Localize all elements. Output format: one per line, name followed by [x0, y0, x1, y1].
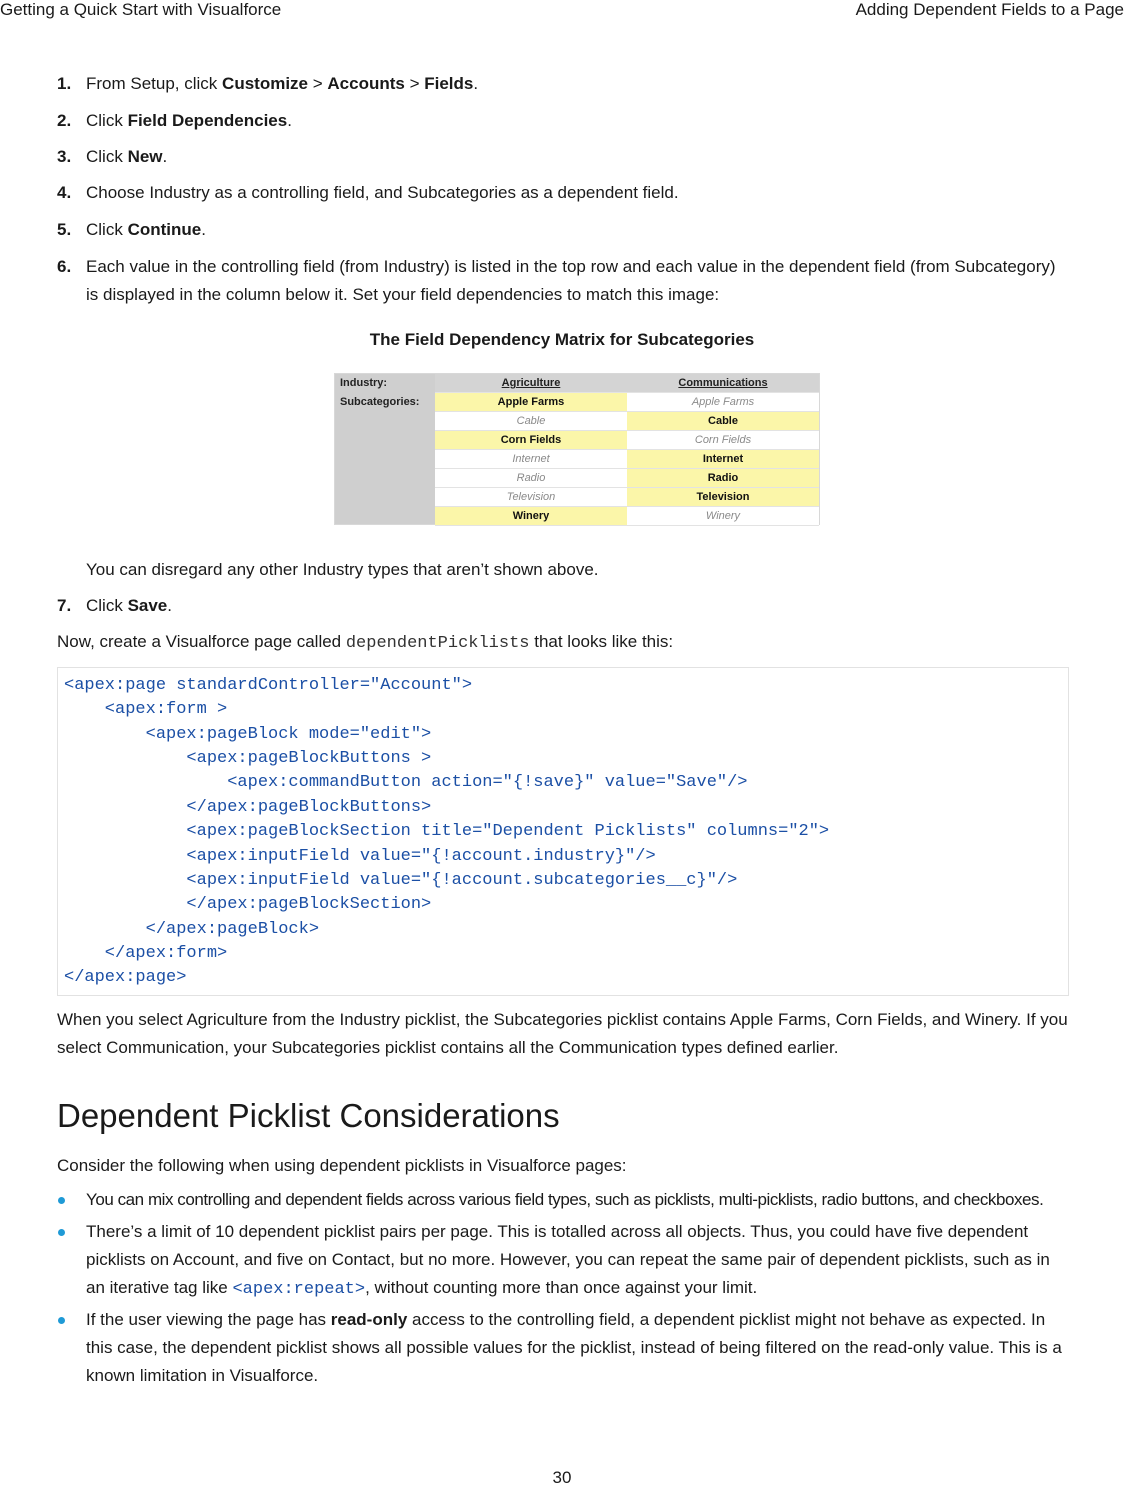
- matrix-cell: Internet: [435, 450, 627, 469]
- punctuation: .: [201, 220, 206, 239]
- paragraph-text: Now, create a Visualforce page called: [57, 632, 346, 651]
- figure-title: The Field Dependency Matrix for Subcategories: [369, 330, 755, 349]
- code-line: <apex:pageBlock mode="edit">: [64, 725, 432, 744]
- bullet-text: You can mix controlling and dependent fields across various field types, such as picklists, multi-picklists, radio buttons, and checkboxes.: [86, 1190, 1044, 1209]
- step-1: [57, 70, 1069, 98]
- subcategories-label: Subcategories:: [340, 396, 420, 408]
- code-line: </apex:pageBlock>: [64, 920, 320, 939]
- step-number: 4.: [57, 183, 72, 202]
- step-text: From Setup, click: [86, 74, 223, 93]
- matrix-cell: Winery: [435, 507, 627, 526]
- bullet-icon: [58, 1229, 65, 1236]
- punctuation: .: [473, 74, 479, 93]
- section-heading: Dependent Picklist Considerations: [57, 1097, 560, 1134]
- bullet-text: access to the controlling field, a dependent picklist might not behave as expected. In this case, the dependent picklist shows all possible values for the picklist, instead of being filtered on the read-only value. This is a known limitation in Visualforce.: [86, 1310, 1062, 1385]
- bullet-item: [57, 1186, 1069, 1214]
- step-text: Click: [86, 596, 128, 615]
- code-line: <apex:inputField value="{!account.industry}"/>: [64, 847, 656, 866]
- bullet-text: If the user viewing the page has: [86, 1310, 331, 1329]
- page-number: 30: [552, 1468, 572, 1487]
- code-line: <apex:page standardController="Account">: [64, 676, 473, 695]
- menu-accounts: Accounts: [327, 74, 405, 93]
- code-line: <apex:pageBlockButtons >: [64, 749, 432, 768]
- matrix-cell: Cable: [435, 412, 627, 431]
- menu-fields: Fields: [424, 74, 474, 93]
- step-text: Click: [86, 147, 128, 166]
- field-dependency-matrix: [334, 373, 820, 525]
- step-number: 6.: [57, 257, 72, 276]
- code-line: </apex:form>: [64, 944, 228, 963]
- bullet-text: , without counting more than once against your limit.: [365, 1278, 758, 1297]
- step-number: 3.: [57, 147, 72, 166]
- matrix-cell: Television: [435, 488, 627, 507]
- step-number: 5.: [57, 220, 72, 239]
- bullet-item: [57, 1306, 1069, 1390]
- bullet-text: There’s a limit of 10 dependent picklist pairs per page. This is totalled across all objects. Thus, you could have five dependent picklists on Account, and five on Contact, but no more. However, you can repeat the same pair of dependent picklists, such as in an iterative tag like: [86, 1222, 1050, 1297]
- create-page-paragraph: [57, 628, 673, 658]
- field-dependencies-label: Field Dependencies: [127, 111, 288, 130]
- matrix-cell: Corn Fields: [627, 431, 819, 450]
- read-only-emphasis: read-only: [330, 1310, 408, 1329]
- running-header-left: Getting a Quick Start with Visualforce: [0, 0, 282, 19]
- punctuation: .: [287, 111, 292, 130]
- step-text: Choose Industry as a controlling field, and Subcategories as a dependent field.: [86, 183, 679, 202]
- step-text: Click: [86, 111, 128, 130]
- code-line: </apex:page>: [64, 968, 187, 987]
- continue-label: Continue: [127, 220, 202, 239]
- matrix-column-header: Communications: [627, 374, 819, 393]
- code-line: <apex:pageBlockSection title="Dependent Picklists" columns="2">: [64, 822, 830, 841]
- step-number: 2.: [57, 111, 72, 130]
- running-header-right: Adding Dependent Fields to a Page: [855, 0, 1124, 19]
- bullet-item: [57, 1218, 1069, 1304]
- matrix-cell: Television: [627, 488, 819, 507]
- step-text: Each value in the controlling field (from Industry) is listed in the top row and each value in the dependent field (from Subcategory) is displayed in the column below it. Set your field dependencies to match this image:: [86, 257, 1056, 304]
- paragraph-text: that looks like this:: [529, 632, 674, 651]
- matrix-cell: Radio: [627, 469, 819, 488]
- matrix-cell: Internet: [627, 450, 819, 469]
- page-name-code: dependentPicklists: [345, 634, 530, 653]
- separator: >: [308, 74, 328, 93]
- code-line: </apex:pageBlockButtons>: [64, 798, 432, 817]
- step-3: [57, 143, 1069, 171]
- matrix-cell: Winery: [627, 507, 819, 526]
- considerations-intro: Consider the following when using dependent picklists in Visualforce pages:: [57, 1156, 627, 1175]
- step-5: [57, 216, 1069, 244]
- menu-customize: Customize: [222, 74, 309, 93]
- punctuation: .: [167, 596, 172, 615]
- code-block: [57, 667, 1069, 996]
- code-line: </apex:pageBlockSection>: [64, 895, 432, 914]
- apex-repeat-code: <apex:repeat>: [232, 1280, 366, 1299]
- matrix-cell: Corn Fields: [435, 431, 627, 450]
- step-4: [57, 179, 1069, 207]
- matrix-cell: Radio: [435, 469, 627, 488]
- industry-label: Industry:: [340, 377, 388, 389]
- disregard-note: You can disregard any other Industry types that aren’t shown above.: [86, 560, 599, 579]
- bullet-icon: [58, 1197, 65, 1204]
- bullet-icon: [58, 1317, 65, 1324]
- matrix-cell: Apple Farms: [435, 393, 627, 412]
- code-line: <apex:inputField value="{!account.subcategories__c}"/>: [64, 871, 738, 890]
- separator: >: [404, 74, 425, 93]
- punctuation: .: [162, 147, 168, 166]
- step-2: [57, 107, 1069, 135]
- code-line: <apex:commandButton action="{!save}" value="Save"/>: [64, 773, 748, 792]
- agriculture-explanation: When you select Agriculture from the Industry picklist, the Subcategories picklist contains Apple Farms, Corn Fields, and Winery. If you select Communication, your Subcategories picklist contains all the Communication types defined earlier.: [57, 1010, 1068, 1057]
- step-number: 1.: [57, 74, 72, 93]
- step-number: 7.: [57, 596, 72, 615]
- step-text: Click: [86, 220, 128, 239]
- save-label: Save: [127, 596, 168, 615]
- new-label: New: [127, 147, 163, 166]
- step-7: [57, 592, 1069, 620]
- step-6: [57, 253, 1069, 309]
- matrix-column-header: Agriculture: [435, 374, 627, 393]
- code-line: <apex:form >: [64, 700, 228, 719]
- matrix-cell: Cable: [627, 412, 819, 431]
- matrix-cell: Apple Farms: [627, 393, 819, 412]
